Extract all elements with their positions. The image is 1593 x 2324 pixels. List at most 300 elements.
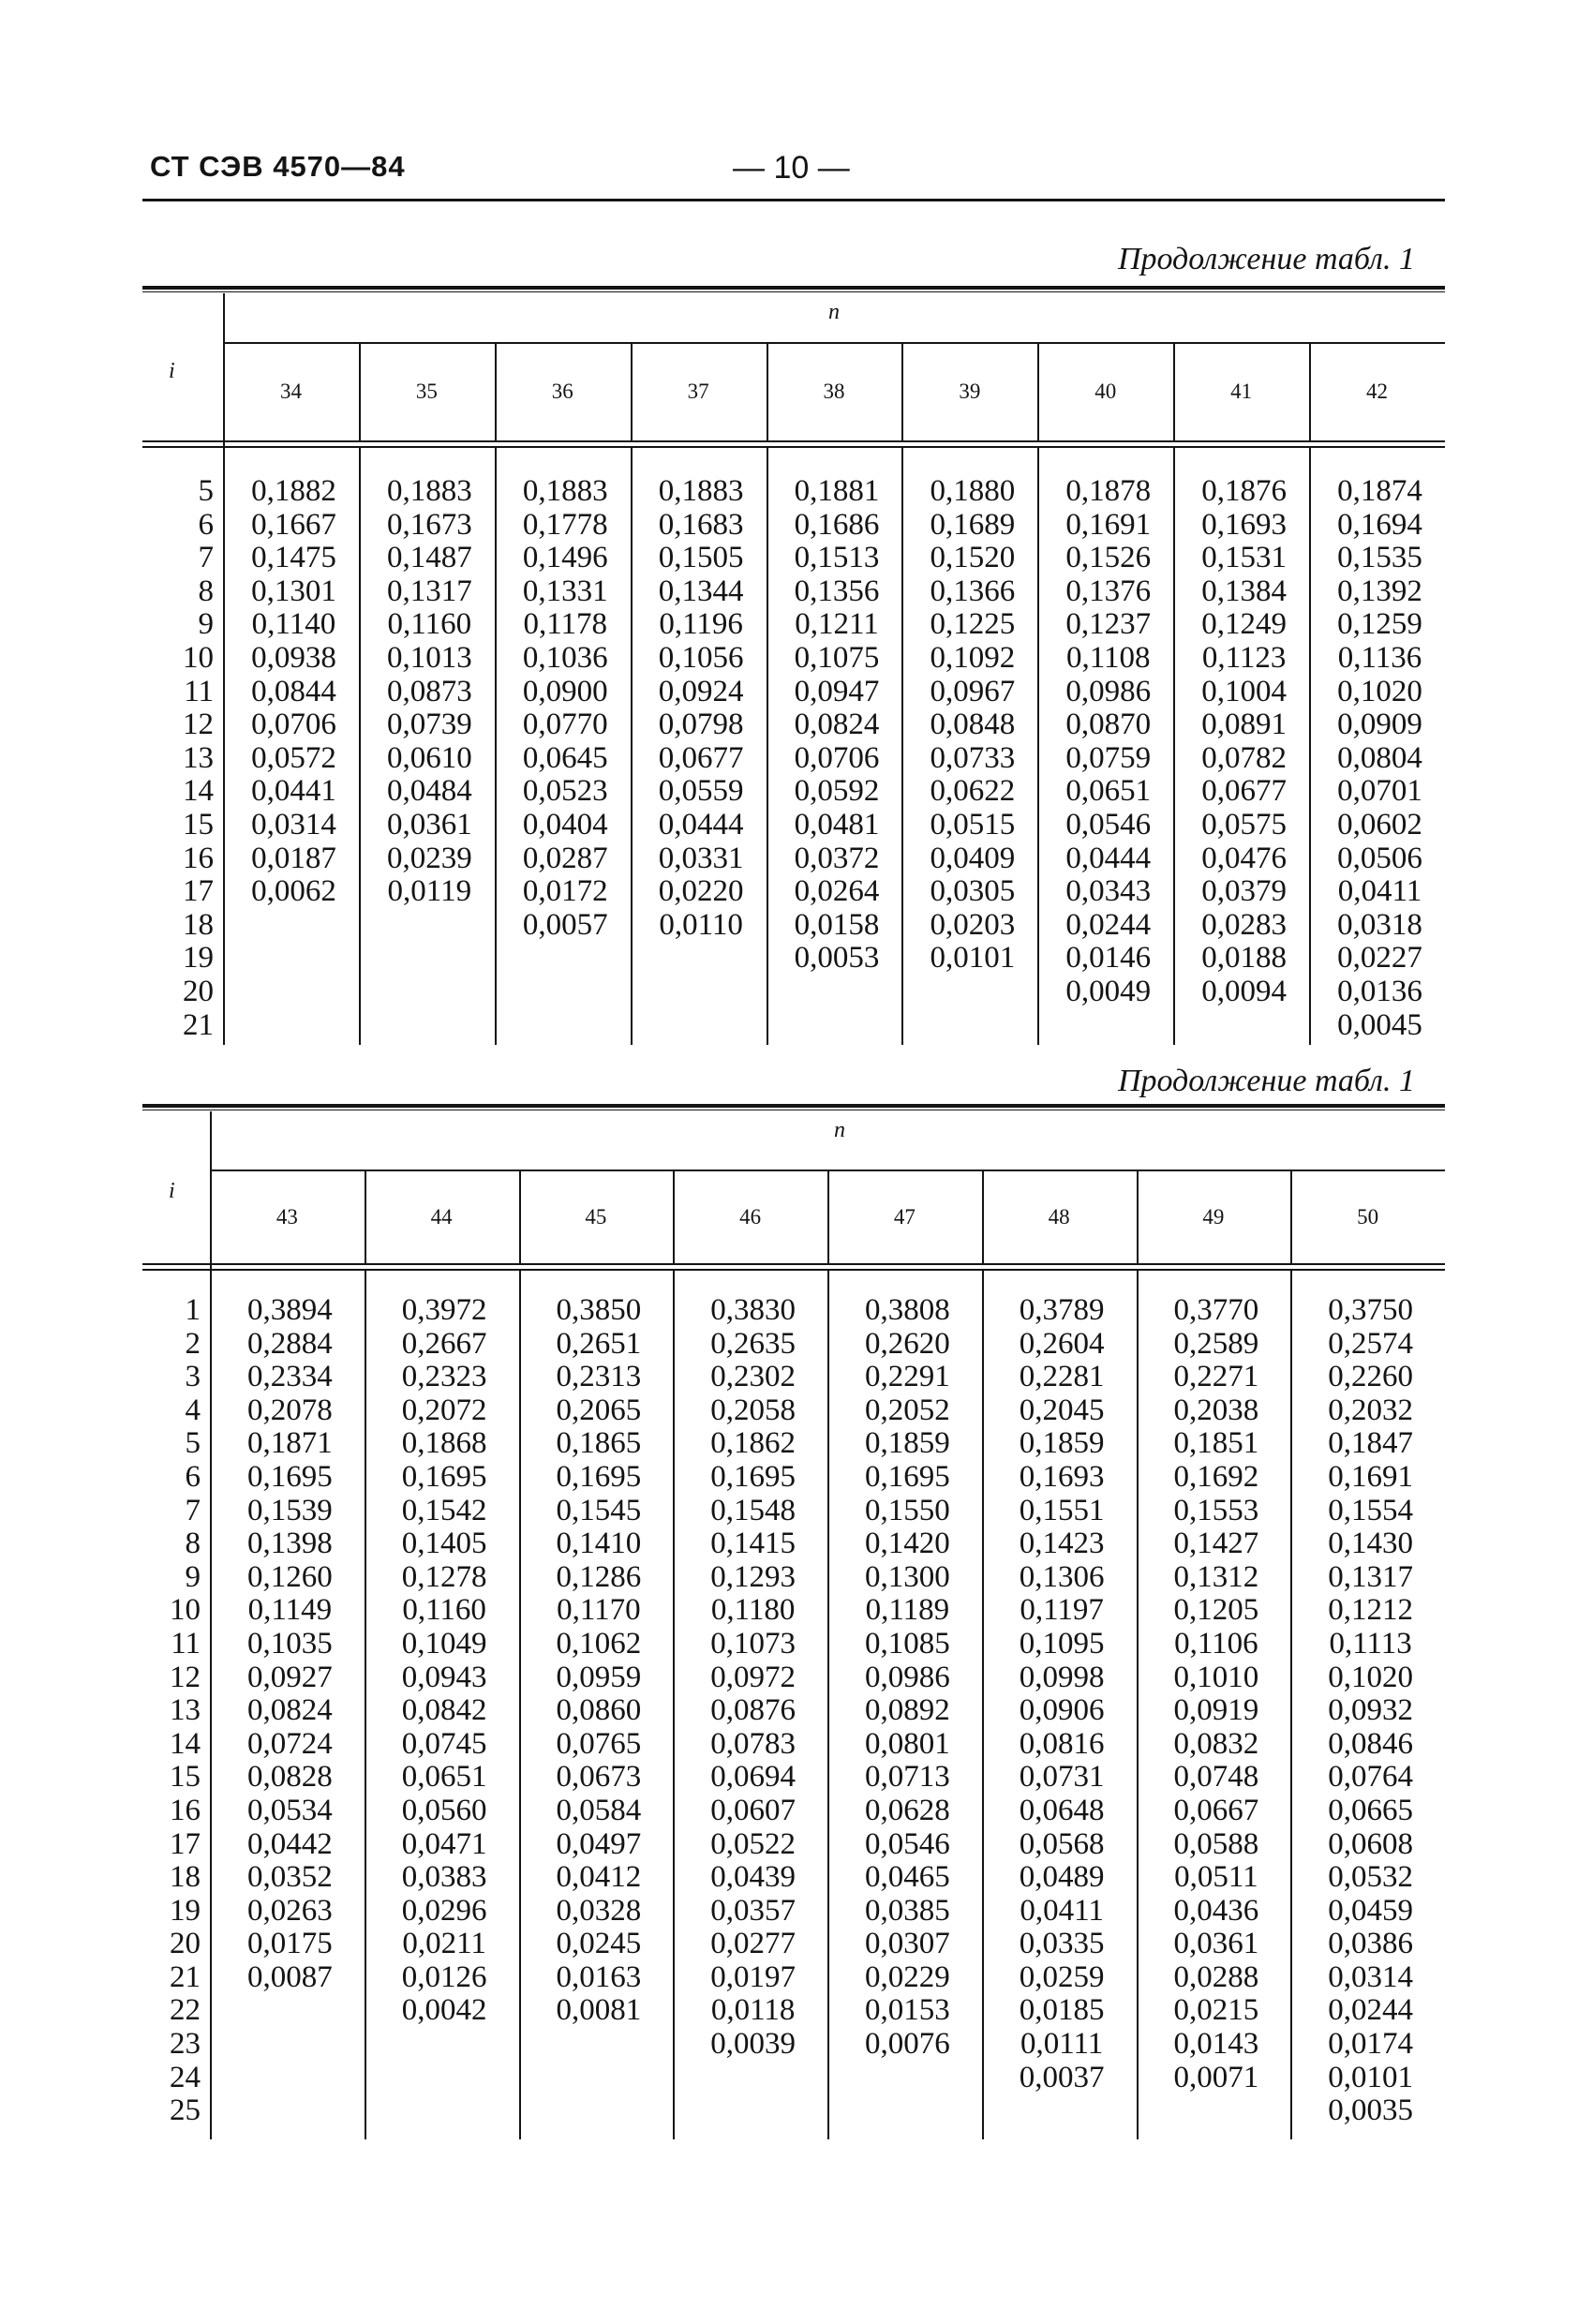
cell-value: 0,0532 (1328, 1860, 1413, 1895)
row-i-value: 9 (185, 1559, 201, 1594)
cell-value: 0,0101 (930, 941, 1016, 976)
cell-value: 0,1475 (251, 541, 336, 575)
cell-value: 0,0906 (1019, 1693, 1105, 1728)
cell-value: 0,0174 (1328, 2027, 1413, 2062)
cell-value: 0,2884 (247, 1326, 333, 1361)
column-divider (1290, 1271, 1292, 2139)
cell-value: 0,1036 (522, 640, 608, 675)
cell-value: 0,0523 (522, 774, 608, 809)
cell-value: 0,1689 (930, 507, 1016, 542)
header-bottom-rule (142, 440, 1445, 442)
i-values-column (142, 1294, 201, 2128)
cell-value: 0,0035 (1328, 2093, 1413, 2128)
row-i-value: 19 (183, 941, 214, 976)
cell-value: 0,3850 (556, 1293, 642, 1327)
cell-value: 0,0667 (1173, 1793, 1259, 1827)
row-i-value: 8 (198, 574, 214, 608)
values-column-n-48 (991, 1294, 1133, 2094)
cell-value: 0,1092 (930, 640, 1016, 675)
cell-value: 0,3972 (401, 1293, 487, 1327)
cell-value: 0,1106 (1174, 1626, 1258, 1661)
cell-value: 0,1496 (522, 541, 608, 575)
column-header-n-45: 45 (585, 1205, 607, 1229)
cell-value: 0,0442 (247, 1826, 333, 1861)
cell-value: 0,1427 (1173, 1527, 1259, 1561)
cell-value: 0,0444 (658, 807, 744, 842)
cell-value: 0,3808 (865, 1293, 950, 1327)
cell-value: 0,1189 (865, 1593, 950, 1628)
cell-value: 0,0409 (930, 841, 1016, 875)
cell-value: 0,1505 (658, 541, 744, 575)
values-column-n-34 (232, 475, 355, 909)
row-i-value: 12 (183, 708, 214, 742)
i-column-divider (223, 293, 225, 1045)
cell-value: 0,2313 (556, 1360, 642, 1394)
cell-value: 0,0828 (247, 1760, 333, 1795)
header-bottom-rule-2 (142, 1269, 1445, 1271)
cell-value: 0,0602 (1337, 807, 1422, 842)
cell-value: 0,0511 (1174, 1860, 1258, 1895)
values-column-n-43 (219, 1294, 361, 1994)
cell-value: 0,2065 (556, 1393, 642, 1427)
cell-value: 0,2072 (401, 1393, 487, 1427)
row-i-value: 10 (170, 1593, 201, 1628)
column-header-n-40: 40 (1094, 380, 1117, 403)
row-i-value: 4 (185, 1393, 201, 1427)
row-i-value: 6 (198, 507, 214, 542)
cell-value: 0,0296 (401, 1893, 487, 1928)
cell-value: 0,0891 (1201, 708, 1288, 742)
cell-value: 0,0372 (794, 841, 880, 875)
cell-value: 0,0607 (710, 1793, 796, 1827)
cell-value: 0,2045 (1019, 1393, 1105, 1427)
row-i-value: 5 (185, 1426, 201, 1461)
cell-value: 0,1876 (1201, 474, 1288, 508)
row-i-value: 7 (198, 541, 214, 575)
cell-value: 0,2260 (1328, 1360, 1413, 1394)
column-header-n-46: 46 (739, 1205, 762, 1229)
cell-value: 0,0227 (1337, 941, 1422, 976)
table-top-rule (142, 1104, 1445, 1108)
cell-value: 0,0546 (1065, 807, 1152, 842)
cell-value: 0,0765 (556, 1726, 642, 1761)
cell-value: 0,1553 (1173, 1493, 1259, 1527)
cell-value: 0,0331 (658, 841, 744, 875)
column-header-n-36: 36 (551, 380, 573, 403)
cell-value: 0,1695 (401, 1459, 487, 1494)
cell-value: 0,2291 (865, 1360, 950, 1394)
cell-value: 0,1049 (401, 1626, 487, 1661)
cell-value: 0,0071 (1173, 2060, 1259, 2094)
values-column-n-47 (837, 1294, 978, 2062)
cell-value: 0,1526 (1065, 541, 1152, 575)
cell-value: 0,1695 (247, 1459, 333, 1494)
cell-value: 0,1487 (386, 541, 472, 575)
cell-value: 0,0146 (1065, 941, 1152, 976)
cell-value: 0,2604 (1019, 1326, 1105, 1361)
cell-value: 0,0844 (251, 674, 336, 708)
column-header-n-42: 42 (1366, 380, 1389, 403)
cell-value: 0,0385 (865, 1893, 950, 1928)
cell-value: 0,1410 (556, 1527, 642, 1561)
cell-value: 0,0484 (386, 774, 472, 809)
cell-value: 0,0804 (1337, 740, 1422, 775)
cell-value: 0,0628 (865, 1793, 950, 1827)
row-i-value: 25 (170, 2093, 201, 2128)
row-i-value: 1 (185, 1293, 201, 1327)
cell-value: 0,0053 (794, 941, 880, 976)
cell-value: 0,1667 (251, 507, 336, 542)
cell-value: 0,3894 (247, 1293, 333, 1327)
cell-value: 0,1140 (251, 607, 336, 642)
cell-value: 0,0379 (1201, 874, 1288, 909)
row-i-value: 14 (170, 1726, 201, 1761)
cell-value: 0,1225 (930, 607, 1016, 642)
row-i-value: 22 (170, 1993, 201, 2028)
values-column-n-44 (374, 1294, 515, 2028)
cell-value: 0,1862 (710, 1426, 796, 1461)
header-bottom-rule-2 (142, 446, 1445, 448)
cell-value: 0,1691 (1328, 1459, 1413, 1494)
cell-value: 0,3770 (1173, 1293, 1259, 1327)
cell-value: 0,0909 (1337, 708, 1422, 742)
column-header-n-44: 44 (430, 1205, 453, 1229)
cell-value: 0,0188 (1201, 941, 1288, 976)
cell-value: 0,0307 (865, 1927, 950, 1961)
i-column-divider (210, 1111, 212, 2139)
cell-value: 0,0062 (251, 874, 336, 909)
cell-value: 0,1113 (1329, 1626, 1412, 1661)
cell-value: 0,1692 (1173, 1459, 1259, 1494)
cell-value: 0,0972 (710, 1660, 796, 1694)
row-i-value: 17 (170, 1826, 201, 1861)
cell-value: 0,0185 (1019, 1993, 1105, 2028)
cell-value: 0,2334 (247, 1360, 333, 1394)
cell-value: 0,1356 (794, 574, 880, 608)
values-column-n-39 (911, 475, 1034, 976)
cell-value: 0,1520 (930, 541, 1016, 575)
table-top-rule (142, 286, 1445, 290)
cell-value: 0,0892 (865, 1693, 950, 1728)
cell-value: 0,0361 (386, 807, 472, 842)
values-column-n-38 (776, 475, 899, 976)
cell-value: 0,1859 (865, 1426, 950, 1461)
cell-value: 0,1035 (247, 1626, 333, 1661)
cell-value: 0,0724 (247, 1726, 333, 1761)
column-divider (359, 448, 361, 1045)
column-divider (495, 448, 497, 1045)
cell-value: 0,0476 (1201, 841, 1288, 875)
cell-value: 0,0665 (1328, 1793, 1413, 1827)
cell-value: 0,0927 (247, 1660, 333, 1694)
cell-value: 0,0986 (865, 1660, 950, 1694)
cell-value: 0,1695 (710, 1459, 796, 1494)
cell-value: 0,1306 (1019, 1559, 1105, 1594)
cell-value: 0,3789 (1019, 1293, 1105, 1327)
row-i-value: 6 (185, 1459, 201, 1494)
cell-value: 0,2323 (401, 1360, 487, 1394)
cell-value: 0,1095 (1019, 1626, 1105, 1661)
column-header-n-34: 34 (279, 380, 302, 403)
cell-value: 0,0677 (658, 740, 744, 775)
column-divider (1309, 448, 1311, 1045)
cell-value: 0,2635 (710, 1326, 796, 1361)
cell-value: 0,0592 (794, 774, 880, 809)
cell-value: 0,0037 (1019, 2060, 1105, 2094)
cell-value: 0,2574 (1328, 1326, 1413, 1361)
standard-designation: СТ СЭВ 4570—84 (150, 150, 406, 183)
values-column-n-37 (640, 475, 763, 942)
cell-value: 0,1392 (1337, 574, 1422, 608)
cell-value: 0,0163 (556, 1959, 642, 1994)
cell-value: 0,0459 (1328, 1893, 1413, 1928)
row-i-value: 11 (184, 674, 214, 708)
values-column-n-50 (1300, 1294, 1441, 2128)
cell-value: 0,0677 (1201, 774, 1288, 809)
values-column-n-41 (1183, 475, 1305, 1009)
cell-value: 0,0873 (386, 674, 472, 708)
cell-value: 0,1513 (794, 541, 880, 575)
row-i-value: 21 (183, 1007, 214, 1042)
column-header-n-50: 50 (1357, 1205, 1379, 1229)
cell-value: 0,0118 (710, 1993, 796, 2028)
row-label-i: i (169, 1179, 175, 1203)
cell-value: 0,1693 (1019, 1459, 1105, 1494)
cell-value: 0,1249 (1201, 607, 1288, 642)
cell-value: 0,0645 (522, 740, 608, 775)
row-i-value: 13 (183, 740, 214, 775)
cell-value: 0,0824 (794, 708, 880, 742)
cell-value: 0,3750 (1328, 1293, 1413, 1327)
column-header-n-37: 37 (687, 380, 709, 403)
cell-value: 0,1415 (710, 1527, 796, 1561)
cell-value: 0,0798 (658, 708, 744, 742)
cell-value: 0,1694 (1337, 507, 1422, 542)
header-rule (142, 199, 1445, 201)
cell-value: 0,0436 (1173, 1893, 1259, 1928)
cell-value: 0,0245 (556, 1927, 642, 1961)
cell-value: 0,0042 (401, 1993, 487, 2028)
row-i-value: 15 (183, 807, 214, 842)
cell-value: 0,0143 (1173, 2027, 1259, 2062)
cell-value: 0,1062 (556, 1626, 642, 1661)
cell-value: 0,1878 (1065, 474, 1152, 508)
cell-value: 0,0175 (247, 1927, 333, 1961)
row-i-value: 17 (183, 874, 214, 909)
cell-value: 0,0986 (1065, 674, 1152, 708)
cell-value: 0,1149 (247, 1593, 333, 1628)
cell-value: 0,0471 (401, 1826, 487, 1861)
column-divider (1173, 448, 1175, 1045)
cell-value: 0,0832 (1173, 1726, 1259, 1761)
cell-value: 0,0197 (710, 1959, 796, 1994)
cell-value: 0,0203 (930, 907, 1016, 942)
cell-value: 0,0264 (794, 874, 880, 909)
cell-value: 0,0481 (794, 807, 880, 842)
cell-value: 0,0748 (1173, 1760, 1259, 1795)
cell-value: 0,1880 (930, 474, 1016, 508)
cell-value: 0,1211 (795, 607, 879, 642)
column-divider (1137, 1271, 1139, 2139)
cell-value: 0,0057 (522, 907, 608, 942)
cell-value: 0,1539 (247, 1493, 333, 1527)
row-i-value: 23 (170, 2027, 201, 2062)
cell-value: 0,1545 (556, 1493, 642, 1527)
cell-value: 0,1883 (658, 474, 744, 508)
header-bottom-rule (142, 1263, 1445, 1265)
cell-value: 0,0506 (1337, 841, 1422, 875)
row-i-value: 2 (185, 1326, 201, 1361)
cell-value: 0,0126 (401, 1959, 487, 1994)
cell-value: 0,1871 (247, 1426, 333, 1461)
cell-value: 0,1859 (1019, 1426, 1105, 1461)
cell-value: 0,1778 (522, 507, 608, 542)
cell-value: 0,0938 (251, 640, 336, 675)
table-caption-2: Продолжение табл. 1 (1117, 1064, 1415, 1098)
cell-value: 0,1868 (401, 1426, 487, 1461)
cell-value: 0,0283 (1201, 907, 1288, 942)
cell-value: 0,0081 (556, 1993, 642, 2028)
cell-value: 0,0343 (1065, 874, 1152, 909)
table-caption-1: Продолжение табл. 1 (1117, 242, 1415, 276)
row-i-value: 16 (170, 1793, 201, 1827)
cell-value: 0,0497 (556, 1826, 642, 1861)
cell-value: 0,1160 (402, 1593, 486, 1628)
cell-value: 0,1695 (865, 1459, 950, 1494)
cell-value: 0,0277 (710, 1927, 796, 1961)
cell-value: 0,1237 (1065, 607, 1152, 642)
cell-value: 0,0924 (658, 674, 744, 708)
cell-value: 0,0328 (556, 1893, 642, 1928)
cell-value: 0,0412 (556, 1860, 642, 1895)
cell-value: 0,1004 (1201, 674, 1288, 708)
cell-value: 0,0739 (386, 708, 472, 742)
column-divider (673, 1271, 675, 2139)
cell-value: 0,1430 (1328, 1527, 1413, 1561)
cell-value: 0,1317 (386, 574, 472, 608)
cell-value: 0,0919 (1173, 1693, 1259, 1728)
cell-value: 0,2058 (710, 1393, 796, 1427)
column-divider (1037, 448, 1039, 1045)
cell-value: 0,0489 (1019, 1860, 1105, 1895)
row-i-value: 18 (183, 907, 214, 942)
col-group-label-n: n (828, 300, 840, 324)
row-i-value: 20 (170, 1927, 201, 1961)
cell-value: 0,0049 (1065, 974, 1152, 1008)
cell-value: 0,1882 (251, 474, 336, 508)
cell-value: 0,0846 (1328, 1726, 1413, 1761)
cell-value: 0,0694 (710, 1760, 796, 1795)
cell-value: 0,0111 (1020, 2027, 1104, 2062)
column-divider (901, 448, 903, 1045)
cell-value: 0,0706 (251, 708, 336, 742)
cell-value: 0,0244 (1065, 907, 1152, 942)
cell-value: 0,0801 (865, 1726, 950, 1761)
cell-value: 0,1554 (1328, 1493, 1413, 1527)
row-i-value: 7 (185, 1493, 201, 1527)
cell-value: 0,1550 (865, 1493, 950, 1527)
cell-value: 0,0782 (1201, 740, 1288, 775)
column-divider (519, 1271, 521, 2139)
cell-value: 0,0045 (1337, 1007, 1422, 1042)
cell-value: 0,1366 (930, 574, 1016, 608)
cell-value: 0,1260 (247, 1559, 333, 1594)
cell-value: 0,1686 (794, 507, 880, 542)
cell-value: 0,0039 (710, 2027, 796, 2062)
cell-value: 0,2271 (1173, 1360, 1259, 1394)
cell-value: 0,0733 (930, 740, 1016, 775)
column-header-n-35: 35 (415, 380, 438, 403)
data-table-2 (142, 1104, 1445, 2139)
cell-value: 0,1180 (710, 1593, 796, 1628)
cell-value: 0,0534 (247, 1793, 333, 1827)
cell-value: 0,1376 (1065, 574, 1152, 608)
cell-value: 0,0584 (556, 1793, 642, 1827)
cell-value: 0,0731 (1019, 1760, 1105, 1795)
cell-value: 0,2032 (1328, 1393, 1413, 1427)
cell-value: 0,0943 (401, 1660, 487, 1694)
cell-value: 0,0759 (1065, 740, 1152, 775)
n-group-rule (223, 342, 1445, 344)
row-i-value: 19 (170, 1893, 201, 1928)
cell-value: 0,1531 (1201, 541, 1288, 575)
cell-value: 0,0335 (1019, 1927, 1105, 1961)
cell-value: 0,1301 (251, 574, 336, 608)
values-column-n-35 (368, 475, 491, 909)
cell-value: 0,0361 (1173, 1927, 1259, 1961)
cell-value: 0,0244 (1328, 1993, 1413, 2028)
cell-value: 0,1136 (1337, 640, 1422, 675)
table-top-rule-thin (142, 291, 1445, 292)
cell-value: 0,1278 (401, 1559, 487, 1594)
cell-value: 0,1178 (523, 607, 607, 642)
cell-value: 0,0211 (402, 1927, 486, 1961)
cell-value: 0,1331 (522, 574, 608, 608)
cell-value: 0,1851 (1173, 1426, 1259, 1461)
cell-value: 0,0622 (930, 774, 1016, 809)
values-column-n-42 (1318, 475, 1441, 1042)
cell-value: 0,0441 (251, 774, 336, 809)
column-divider (767, 448, 768, 1045)
row-i-value: 15 (170, 1760, 201, 1795)
cell-value: 0,2620 (865, 1326, 950, 1361)
cell-value: 0,0357 (710, 1893, 796, 1928)
column-divider (827, 1271, 829, 2139)
cell-value: 0,1293 (710, 1559, 796, 1594)
cell-value: 0,1881 (794, 474, 880, 508)
cell-value: 0,0411 (1337, 874, 1422, 909)
cell-value: 0,0559 (658, 774, 744, 809)
cell-value: 0,0701 (1337, 774, 1422, 809)
cell-value: 0,1384 (1201, 574, 1288, 608)
cell-value: 0,0522 (710, 1826, 796, 1861)
cell-value: 0,1212 (1328, 1593, 1413, 1628)
cell-value: 0,1874 (1337, 474, 1422, 508)
cell-value: 0,0651 (401, 1760, 487, 1795)
cell-value: 0,0568 (1019, 1826, 1105, 1861)
cell-value: 0,1423 (1019, 1527, 1105, 1561)
cell-value: 0,1160 (387, 607, 472, 642)
cell-value: 0,0263 (247, 1893, 333, 1928)
cell-value: 0,0136 (1337, 974, 1422, 1008)
cell-value: 0,1075 (794, 640, 880, 675)
cell-value: 0,0608 (1328, 1826, 1413, 1861)
cell-value: 0,0783 (710, 1726, 796, 1761)
cell-value: 0,0465 (865, 1860, 950, 1895)
cell-value: 0,1286 (556, 1559, 642, 1594)
column-divider (365, 1271, 366, 2139)
cell-value: 0,1883 (522, 474, 608, 508)
